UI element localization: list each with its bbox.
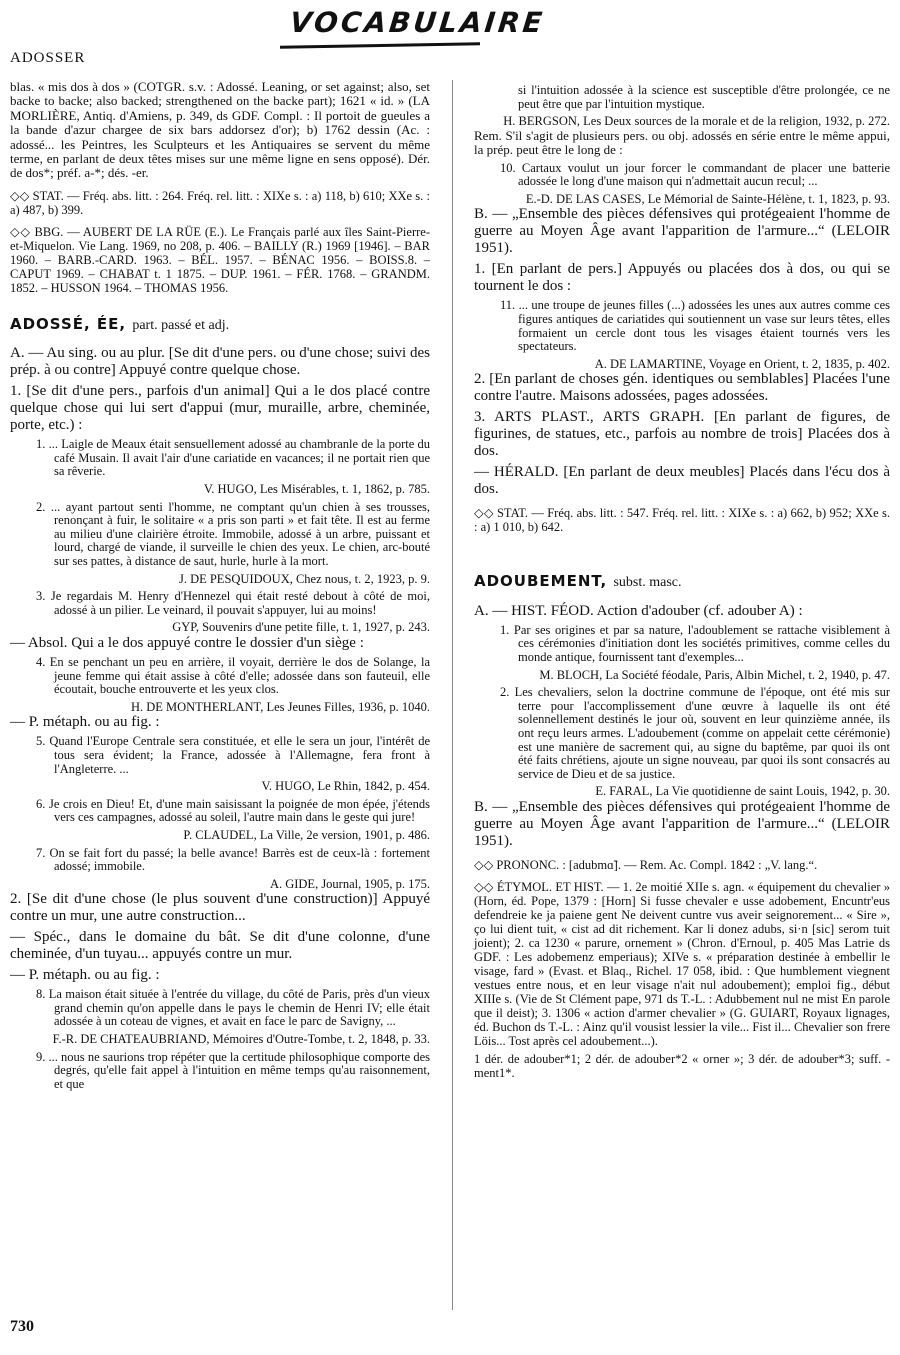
quotation-source: M. BLOCH, La Société féodale, Paris, Albin Michel, t. 2, 1940, p. 47. (539, 667, 890, 682)
entry-pos: part. passé et adj. (132, 317, 230, 333)
quotation-source: H. DE MONTHERLANT, Les Jeunes Filles, 1936, p. 1040. (130, 699, 430, 714)
entry-pos: subst. masc. (613, 575, 682, 591)
right-column (474, 80, 890, 1084)
entry-word: ADOSSÉ, ÉE, (10, 314, 127, 333)
quotation: 2. Les chevaliers, selon la doctrine commune de l'époque, ont été mis sur terre pour l'accomplissement d'une œuvre à laquelle ils ont été solennellement destinés le jour où, souvent en leur quinzième année, ils ont reçu leurs armes. L'adoubement (comme on appelait cette cérémonie) est une manière de sacrement qui, au signe du baptême, par quoi ils ont été faits chrétiens, ajoute un signe nouveau, par quoi ils sont consacrés au service de Dieu et de sa justice. (500, 685, 890, 781)
quotation-source: J. DE PESQUIDOUX, Chez nous, t. 2, 1923, p. 9. (178, 571, 430, 586)
left-column (10, 80, 430, 1095)
quotation: 6. Je crois en Dieu! Et, d'une main saisissant la poignée de mon épée, j'étends vers ces campagnes, adossé au soleil, l'autre main dans le geste qui jure! (36, 796, 430, 825)
sense-a2: 2. [Se dit d'une chose (le plus souvent d'une construction)] Appuyé contre un mur, une autre construction... (10, 891, 430, 925)
sense-b: B. — „Ensemble des pièces défensives qui protégeaient l'homme de guerre au Moyen Âge avant l'apparition de l'armure...“ (LELOIR 1951). (474, 798, 890, 849)
sense-a1: 1. [Se dit d'une pers., parfois d'un animal] Qui a le dos placé contre quelque chose qui lui sert d'appui (mur, muraille, arbre, cheminée, porte, etc.) : (10, 383, 430, 434)
quotation: 1. ... Laigle de Meaux était sensuellement adossé au chambranle de la porte du café Musain. Il avait l'air d'une cariatide en vacances; il ne portait rien que sa rêverie. (36, 437, 430, 479)
entry-heading (474, 574, 890, 590)
quotation: 3. Je regardais M. Henry d'Hennezel qui était resté debout à côté de moi, adossé à un pilier. Le veinard, il pouvait s'appuyer, lui au moins! (36, 589, 430, 617)
running-head: ADOSSER (10, 50, 86, 66)
quotation: 1. Par ses origines et par sa nature, l'adoublement se rattache visiblement à ces cérémonies d'initiation dont les sociétés primitives, comme celles du monde antique, fournissent tant d'exemples... (500, 622, 890, 664)
sense-b2: 2. [En parlant de choses gén. identiques ou semblables] Placées l'une contre l'autre. Maisons adossées, pages adossées. (474, 371, 890, 405)
quotation-source: V. HUGO, Le Rhin, 1842, p. 454. (261, 779, 430, 794)
quotation-source: GYP, Souvenirs d'une petite fille, t. 1, 1927, p. 243. (172, 620, 430, 635)
page-number: 730 (10, 1318, 34, 1335)
stat-block: ◇◇ STAT. — Fréq. abs. litt. : 264. Fréq. rel. litt. : XIXe s. : a) 118, b) 610; XXe s. : a) 487, b) 399. (10, 188, 430, 217)
sense-a: A. — HIST. FÉOD. Action d'adouber (cf. adouber A) : (474, 602, 803, 619)
quotation: 11. ... une troupe de jeunes filles (...) adossées les unes aux autres comme ces figures antiques de cariatides qui soutiennent un vase sur leurs têtes, elles formaient un cercle dont tous les visages étaient tournés vers les spectateurs. (500, 298, 890, 354)
quotation: 5. Quand l'Europe Centrale sera constituée, et elle le sera un jour, l'intérêt de tous sera évident; la France, adossée à l'Allemagne, fera front à l'Angleterre. ... (36, 734, 430, 776)
quotation: 9. ... nous ne saurions trop répéter que la certitude philosophique comporte des degrés, qu'elle fait appel à l'intuition en même temps qu'au raisonnement, et que (36, 1049, 430, 1091)
sub-sense-spec: — Spéc., dans le domaine du bât. Se dit d'une colonne, d'une cheminée, d'un tuyau... appuyés contre un mur. (10, 929, 430, 963)
bibliography-block: ◇◇ BBG. — AUBERT DE LA RÜE (E.). Le Français parlé aux îles Saint-Pierre-et-Miquelon. Vie Lang. 1969, no 208, p. 406. – BAILLY (R.) 1969 [1946]. – BAR 1960. – BARB.-CARD. 1963. – BÉL. 1957. – BÉNAC 1956. – BOISS.8. – CAPUT 1969. – CHABAT t. 1 1875. – DUP. 1961. – FÉR. 1768. – GRANDM. 1852. – HUSSON 1964. – THOMAS 1956. (10, 224, 430, 295)
remark: Rem. S'il s'agit de plusieurs pers. ou obj. adossés en série entre le même appui, la prép. peut être le long de : (474, 127, 890, 158)
sense-b: B. — „Ensemble des pièces défensives qui protégeaient l'homme de guerre au Moyen Âge avant l'apparition de l'armure...“ (LELOIR 1951). (474, 206, 890, 257)
quotation-source: E.-D. DE LAS CASES, Le Mémorial de Sainte-Hélène, t. 1, 1823, p. 93. (525, 191, 890, 206)
derivation-note: 1 dér. de adouber*1; 2 dér. de adouber*2 « orner »; 3 dér. de adouber*3; suff. -ment1*. (474, 1051, 890, 1080)
quotation: 10. Cartaux voulut un jour forcer le commandant de placer une batterie adossée le long d'une maison qui n'admettait aucun recul; ... (500, 160, 890, 189)
quotation: 2. ... ayant partout senti l'homme, ne comptant qu'un chien à ses trousses, renonçant à fuir, le solitaire « a pris son parti » et fait tête. Il est au ferme au milieu d'une clairière étroite. Immobile, adossé à un arbre, puissant et lourd, chargé de viande, il surveille le chien des yeux. Le chien, arc-bouté sur ses pattes, à distance de saut, hurle, hurle à la mort. (36, 499, 430, 568)
stat-block: ◇◇ STAT. — Fréq. abs. litt. : 547. Fréq. rel. litt. : XIXe s. : a) 662, b) 952; XXe s. : a) 1 010, b) 642. (474, 506, 890, 535)
quotation-source: H. BERGSON, Les Deux sources de la morale et de la religion, 1932, p. 272. (503, 114, 890, 129)
quotation: 7. On se fait fort du passé; la belle avance! Barrès est de ceux-là : fortement adossé; immobile. (36, 845, 430, 874)
quotation: 4. En se penchant un peu en arrière, il voyait, derrière le dos de Solange, la jeune femme qui était assise à côté d'elle; adossée dans son fauteuil, elle écoutait, bouche entrouverte et les yeux clos. (36, 654, 430, 697)
etymology-block: ◇◇ ÉTYMOL. ET HIST. — 1. 2e moitié XIIe s. agn. « équipement du chevalier » (Horn, éd. Pope, 1379 : [Horn] Si fusse chevaler e usse adobement, Encuntr'eus defendreie ke ja paiene gent Ne deivent cuntre vus aveir seignorement... « Sire », ço lui dient tuit, « cist ad dit richement. Kar li donez adubs, si·n [sic] serom tuit joient); 2. ca 1230 « parure, ornement » (Chron. d'Ernoul, p. 405 Mas Latrie ds GDF. : Les adobemenz emperiaus); XIVe s. « préparation destinée à embellir le visage, fard » (Evast. et Blaq., Richel. 17 058, ibid. : Que humblement viegnent vestues entre nous, et en leur visage n'ait nul adoubement); emploi fig., début XIIIe s. (Vie de St Clément pape, 971 ds T.-L. : Adubbement nul ne mist En parole que il deist); 3. 1306 « action d'armer chevalier » (G. GUIART, Royaux lignages, éd. Buchon ds T.-L. : Ainz qu'il vousist lessier la vile... Fist il... Chevalier son frere Löis... Tost après cel adoubement...). (474, 879, 890, 1048)
sub-sense-metaph: — P. métaph. ou au fig. : (10, 967, 160, 984)
sub-sense-herald: — HÉRALD. [En parlant de deux meubles] Placés dans l'écu dos à dos. (474, 464, 890, 498)
sense-a: A. — Au sing. ou au plur. [Se dit d'une pers. ou d'une chose; suivi des prép. à ou contre] Appuyé contre quelque chose. (10, 345, 430, 379)
quotation-source: P. CLAUDEL, La Ville, 2e version, 1901, p. 486. (183, 827, 430, 842)
sub-sense-metaph: — P. métaph. ou au fig. : (10, 714, 160, 731)
handwritten-underline (280, 42, 480, 48)
entry-word: ADOUBEMENT, (474, 572, 608, 591)
sense-b1: 1. [En parlant de pers.] Appuyés ou placées dos à dos, ou qui se tournent le dos : (474, 261, 890, 295)
quotation: si l'intuition adossée à la science est susceptible d'être prolongée, ce ne peut être que par l'intuition mystique. (518, 83, 890, 111)
sense-b3: 3. ARTS PLAST., ARTS GRAPH. [En parlant de figures, de figurines, de statues, etc., parfois au nombre de trois] Placées dos à dos. (474, 409, 890, 460)
quotation-source: V. HUGO, Les Misérables, t. 1, 1862, p. 785. (203, 482, 430, 497)
etymology-continuation: blas. « mis dos à dos » (COTGR. s.v. : Adossé. Leaning, or set against; also, set backe to backe; also backed; strengthened on the backe part); 1621 « id. » (LA MORLIÈRE, Antiq. d'Amiens, p. 349, ds GDF. Compl. : Il portoit de gueules a la bande d'azur chargee de six bars addorsez d'or); b) 1762 dessin (Ac. : adossé... les Peintres, les Sculpteurs et les Antiquaires se servent du même terme, en parlant de deux têtes mises sur une même ligne en sens opposé). Dér. de dos*; préf. a-*; dés. -er. (10, 79, 430, 181)
quotation-source: F.-R. DE CHATEAUBRIAND, Mémoires d'Outre-Tombe, t. 2, 1848, p. 33. (52, 1032, 430, 1047)
sub-sense-absol: — Absol. Qui a le dos appuyé contre le dossier d'un siège : (10, 634, 364, 651)
entry-heading (10, 314, 430, 333)
quotation-source: E. FARAL, La Vie quotidienne de saint Louis, 1942, p. 30. (595, 784, 890, 799)
handwritten-note: VOCABULAIRE (288, 6, 547, 39)
column-divider (452, 80, 453, 1310)
quotation: 8. La maison était située à l'entrée du village, du côté de Paris, près d'un vieux grand chemin qu'on appelle dans le pays le chemin de Henri IV; elle était adossée à un coteau de vignes, et avait en face le parc de Savigny, ... (36, 987, 430, 1029)
quotation-source: A. DE LAMARTINE, Voyage en Orient, t. 2, 1835, p. 402. (594, 356, 890, 371)
pronunciation-block: ◇◇ PRONONC. : [adubmɑ̃]. — Rem. Ac. Compl. 1842 : „V. lang.“. (474, 857, 818, 872)
quotation-source: A. GIDE, Journal, 1905, p. 175. (269, 876, 430, 891)
